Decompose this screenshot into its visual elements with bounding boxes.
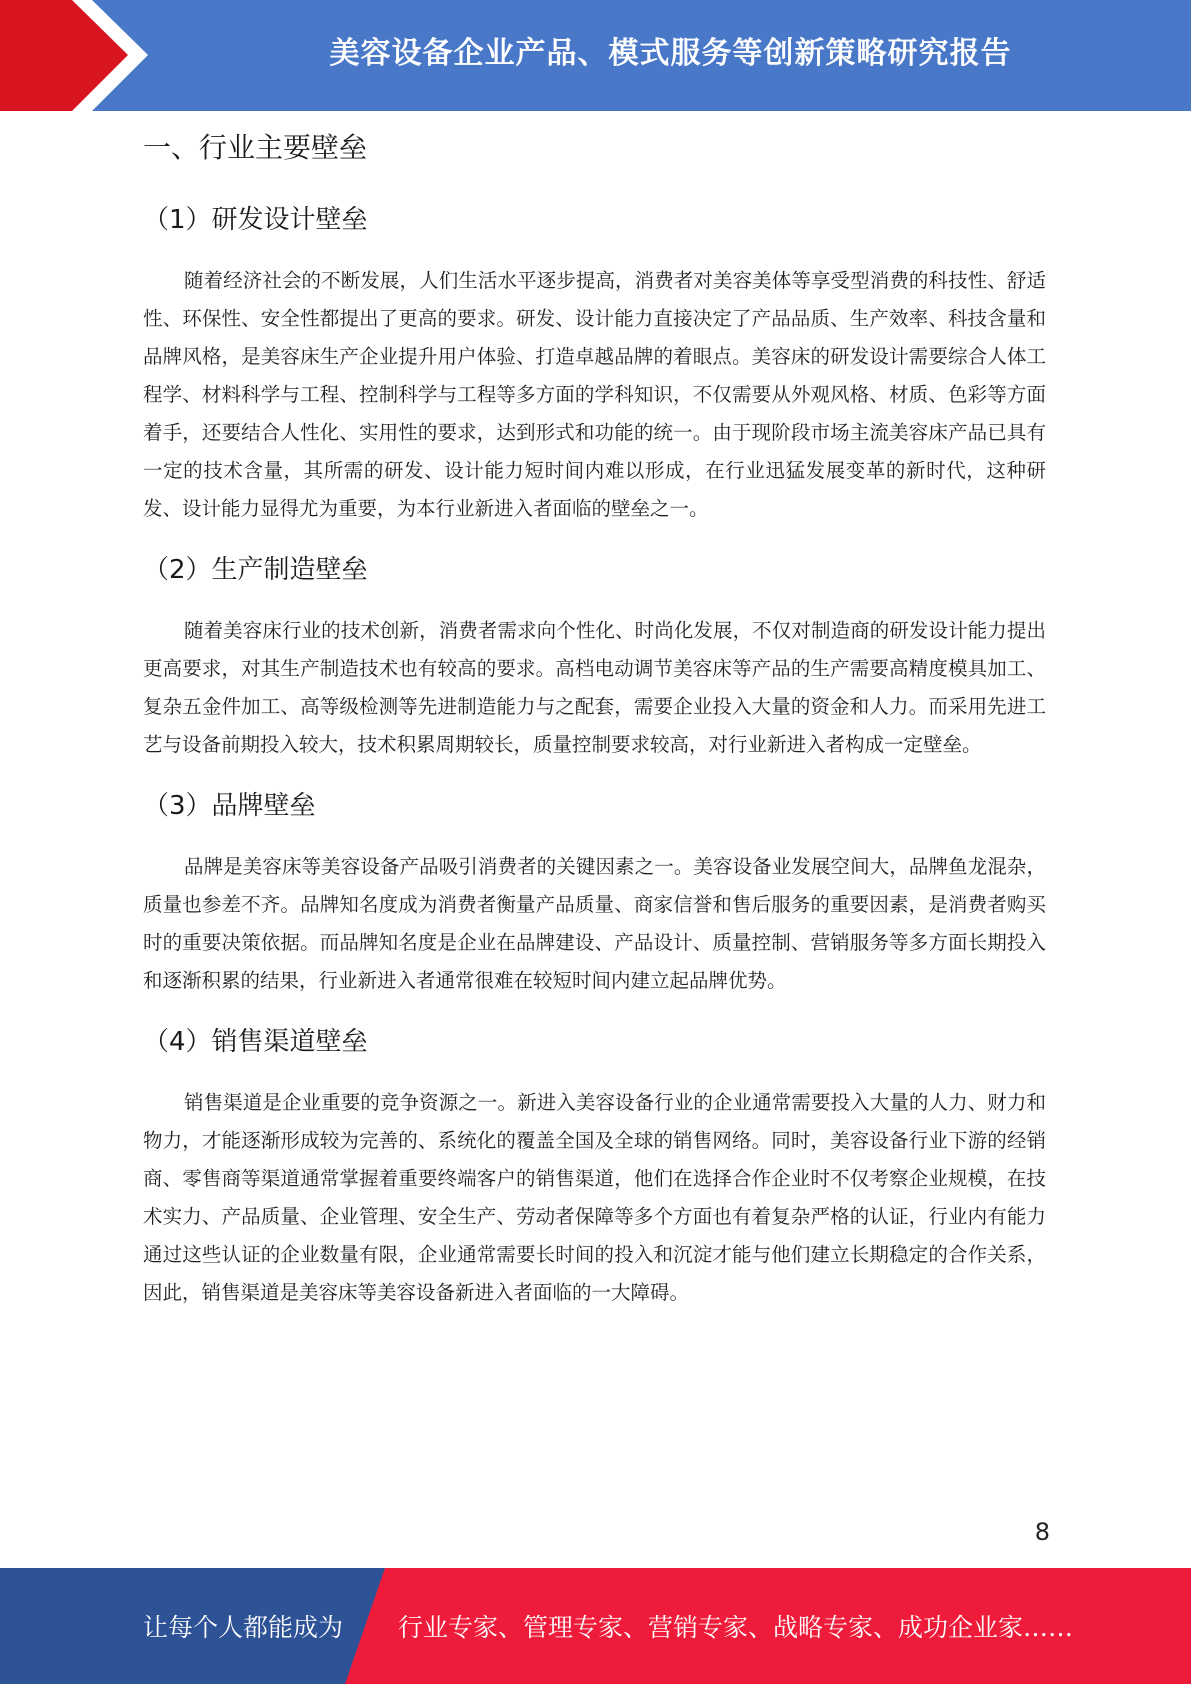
subsection-body: 品牌是美容床等美容设备产品吸引消费者的关键因素之一。美容设备业发展空间大，品牌鱼龙混杂，质量也参差不齐。品牌知名度成为消费者衡量产品质量、商家信誉和售后服务的重要因素，是消费者购买时的重要决策依据。而品牌知名度是企业在品牌建设、产品设计、质量控制、营销服务等多方面长期投入和逐渐积累的结果，行业新进入者通常很难在较短时间内建立起品牌优势。 [143, 855, 1046, 992]
subsection-manufacturing [143, 550, 1046, 764]
footer-slogan-left: 让每个人都能成为 [143, 1613, 344, 1642]
subsection-sales-channel [143, 1022, 1046, 1312]
report-content [143, 128, 1046, 1334]
subsection-body: 随着美容床行业的技术创新，消费者需求向个性化、时尚化发展，不仅对制造商的研发设计能力提出更高要求，对其生产制造技术也有较高的要求。高档电动调节美容床等产品的生产需要高精度模具加工、复杂五金件加工、高等级检测等先进制造能力与之配套，需要企业投入大量的资金和人力。而采用先进工艺与设备前期投入较大，技术积累周期较长，质量控制要求较高，对行业新进入者构成一定壁垒。 [143, 619, 1046, 756]
subsection-title: （3）品牌壁垒 [143, 791, 316, 821]
subsection-research-design [143, 200, 1046, 528]
subsection-title: （4）销售渠道壁垒 [143, 1027, 368, 1057]
report-title: 美容设备企业产品、模式服务等创新策略研究报告 [329, 36, 1012, 71]
subsection-title: （2）生产制造壁垒 [143, 555, 368, 585]
subsection-title: （1）研发设计壁垒 [143, 205, 368, 235]
header-arrow-accent [0, 0, 160, 111]
page-number: 8 [1034, 1518, 1050, 1546]
page-header [0, 0, 1191, 111]
page-footer [0, 1568, 1191, 1684]
subsection-body: 随着经济社会的不断发展，人们生活水平逐步提高，消费者对美容美体等享受型消费的科技性、舒适性、环保性、安全性都提出了更高的要求。研发、设计能力直接决定了产品品质、生产效率、科技含量和品牌风格，是美容床生产企业提升用户体验、打造卓越品牌的着眼点。美容床的研发设计需要综合人体工程学、材料科学与工程、控制科学与工程等多方面的学科知识，不仅需要从外观风格、材质、色彩等方面着手，还要结合人性化、实用性的要求，达到形式和功能的统一。由于现阶段市场主流美容床产品已具有一定的技术含量，其所需的研发、设计能力短时间内难以形成，在行业迅猛发展变革的新时代，这种研发、设计能力显得尤为重要，为本行业新进入者面临的壁垒之一。 [143, 269, 1046, 520]
subsection-body: 销售渠道是企业重要的竞争资源之一。新进入美容设备行业的企业通常需要投入大量的人力、财力和物力，才能逐渐形成较为完善的、系统化的覆盖全国及全球的销售网络。同时，美容设备行业下游的经销商、零售商等渠道通常掌握着重要终端客户的销售渠道，他们在选择合作企业时不仅考察企业规模，在技术实力、产品质量、企业管理、安全生产、劳动者保障等多个方面也有着复杂严格的认证，行业内有能力通过这些认证的企业数量有限，企业通常需要长时间的投入和沉淀才能与他们建立长期稳定的合作关系，因此，销售渠道是美容床等美容设备新进入者面临的一大障碍。 [143, 1091, 1046, 1304]
subsection-brand [143, 786, 1046, 1000]
footer-slogan-right: 行业专家、管理专家、营销专家、战略专家、成功企业家…… [398, 1613, 1074, 1642]
section-title: 一、行业主要壁垒 [143, 131, 368, 164]
